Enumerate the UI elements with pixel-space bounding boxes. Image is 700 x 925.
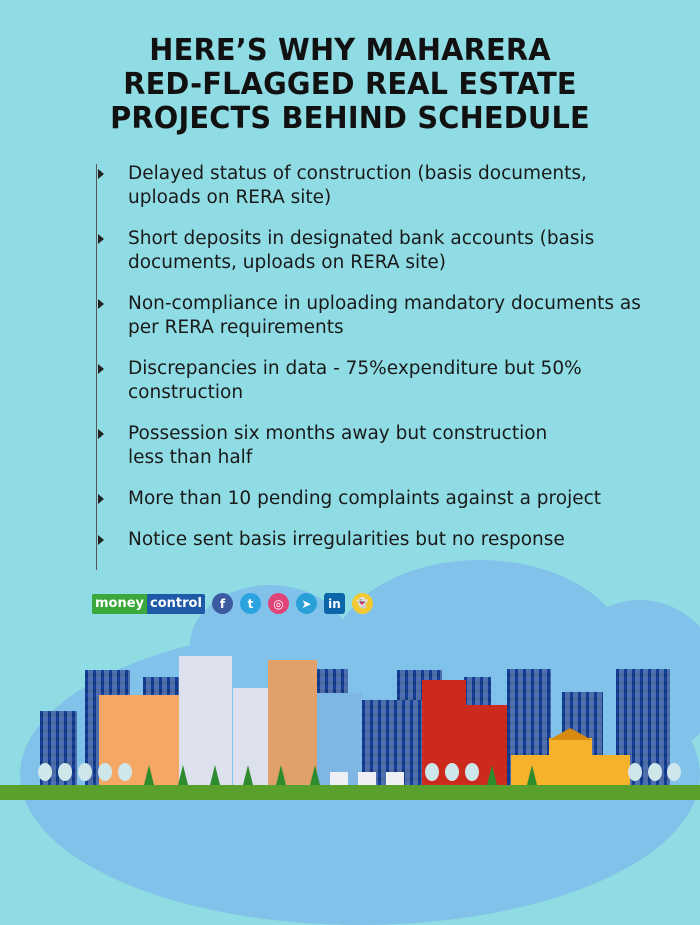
list-item [98, 422, 658, 470]
tree-icon [276, 765, 286, 785]
list-item [98, 487, 658, 511]
tree-icon [487, 765, 497, 785]
title-line: RED-FLAGGED REAL ESTATE [123, 67, 577, 102]
tree-icon [628, 763, 642, 781]
item-text: Notice sent basis irregularities but no response [128, 529, 565, 550]
logo-text: control [147, 594, 205, 614]
tree-icon [58, 763, 72, 781]
tree-icon [465, 763, 479, 781]
footer [92, 593, 373, 614]
snapchat-icon[interactable]: 👻 [352, 593, 373, 614]
tree-icon [425, 763, 439, 781]
tree-icon [243, 765, 253, 785]
tree-icon [78, 763, 92, 781]
item-text: Delayed status of construction (basis documents, uploads on RERA site) [128, 163, 587, 208]
telegram-icon[interactable]: ➤ [296, 593, 317, 614]
bullet-icon [98, 299, 104, 309]
item-text: Short deposits in designated bank accounts (basis documents, uploads on RERA site) [128, 228, 595, 273]
ground [0, 785, 700, 800]
instagram-icon[interactable]: ◎ [268, 593, 289, 614]
tree-icon [144, 765, 154, 785]
title-line: HERE’S WHY MAHARERA [149, 33, 551, 68]
tree-icon [210, 765, 220, 785]
house-icon [386, 772, 404, 785]
item-text: Possession six months away but construction less than half [128, 423, 548, 468]
tree-icon [667, 763, 681, 781]
tree-icon [527, 765, 537, 785]
bullet-icon [98, 494, 104, 504]
moneycontrol-logo[interactable] [92, 594, 205, 614]
list-item [98, 528, 658, 552]
list-item [98, 292, 658, 340]
building-roof [549, 728, 592, 740]
bullet-icon [98, 169, 104, 179]
list-item [98, 227, 658, 275]
tree-icon [38, 763, 52, 781]
tree-icon [118, 763, 132, 781]
house-icon [358, 772, 376, 785]
house-icon [330, 772, 348, 785]
tree-icon [310, 765, 320, 785]
bullet-icon [98, 535, 104, 545]
list-item [98, 357, 658, 405]
item-text: More than 10 pending complaints against a project [128, 488, 602, 509]
tree-icon [178, 765, 188, 785]
tree-icon [648, 763, 662, 781]
page-title [14, 34, 686, 136]
twitter-icon[interactable]: t [240, 593, 261, 614]
reasons-list [98, 162, 658, 569]
building [549, 738, 592, 785]
item-text: Non-compliance in uploading mandatory documents as per RERA requirements [128, 293, 641, 338]
tree-icon [98, 763, 112, 781]
bullet-icon [98, 429, 104, 439]
linkedin-icon[interactable]: in [324, 593, 345, 614]
logo-text: money [92, 594, 147, 614]
facebook-icon[interactable]: f [212, 593, 233, 614]
list-item [98, 162, 658, 210]
title-line: PROJECTS BEHIND SCHEDULE [110, 101, 590, 136]
bullet-icon [98, 364, 104, 374]
tree-icon [445, 763, 459, 781]
bullet-icon [98, 234, 104, 244]
divider [96, 164, 97, 570]
item-text: Discrepancies in data - 75%expenditure but 50% construction [128, 358, 582, 403]
